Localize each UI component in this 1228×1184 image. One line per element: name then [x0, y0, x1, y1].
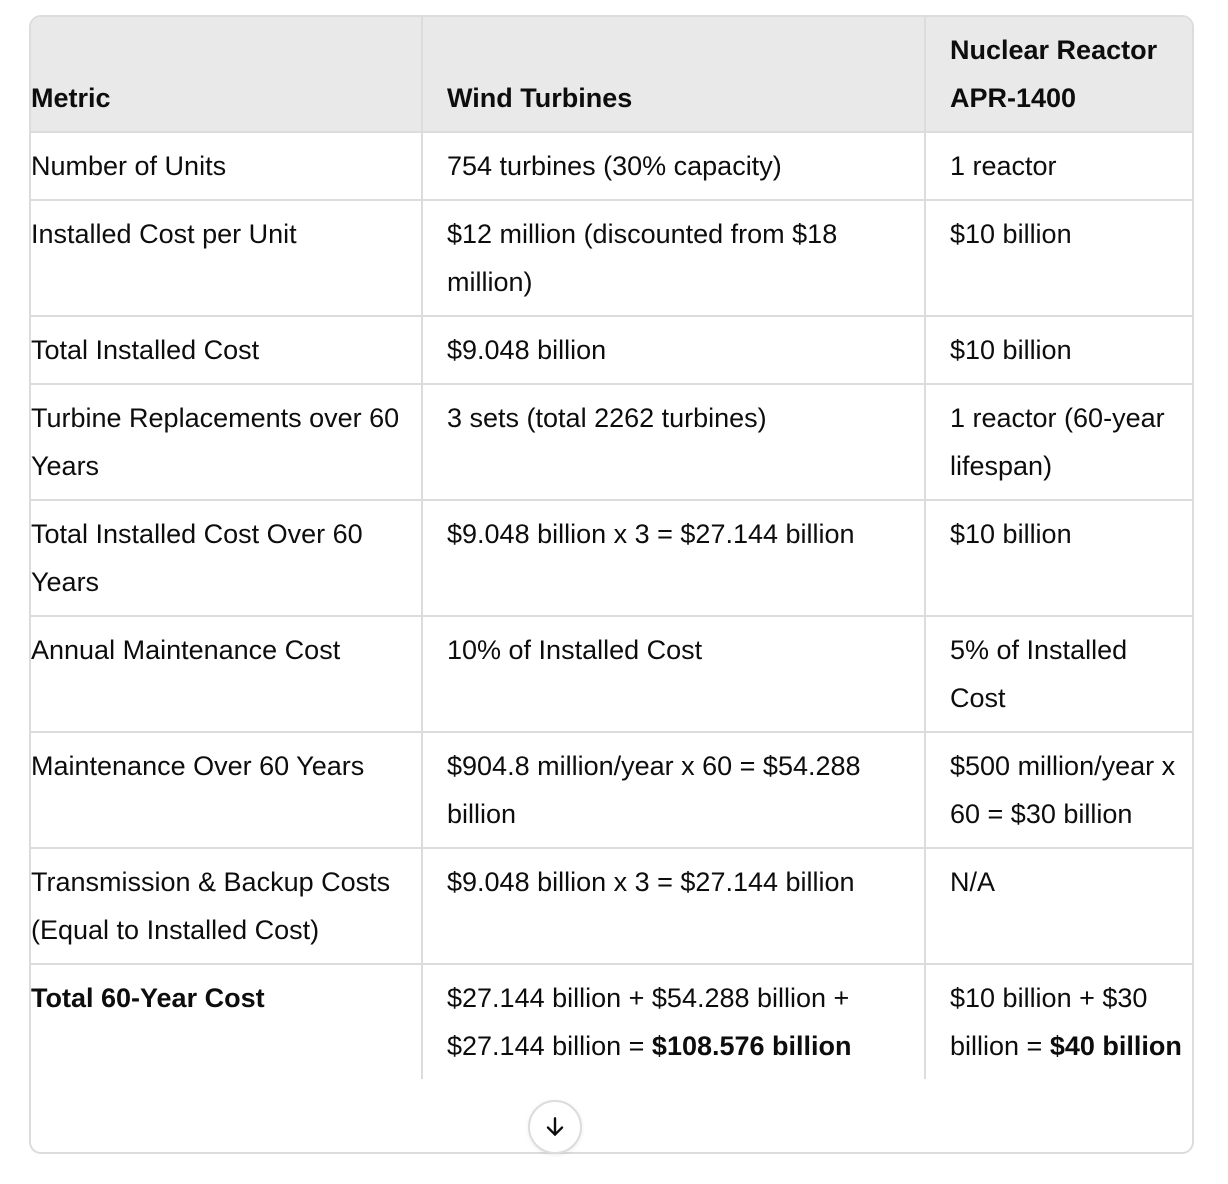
metric-cell: Annual Maintenance Cost: [31, 616, 422, 732]
metric-cell: Installed Cost per Unit: [31, 200, 422, 316]
total-nuclear-value: $40 billion: [1049, 1031, 1182, 1061]
total-nuclear-cell: [925, 964, 1192, 1079]
metric-cell: Number of Units: [31, 132, 422, 200]
nuclear-cell: 1 reactor: [925, 132, 1192, 200]
total-wind-formula: $27.144 billion + $54.288 billion + $27.144 billion =: [447, 983, 850, 1061]
table-row: [31, 616, 1192, 732]
metric-cell: Total Installed Cost Over 60 Years: [31, 500, 422, 616]
total-wind-value: $108.576 billion: [651, 1031, 852, 1061]
header-metric: Metric: [31, 17, 422, 132]
wind-cell: $9.048 billion x 3 = $27.144 billion: [422, 500, 925, 616]
wind-cell: $12 million (discounted from $18 million): [422, 200, 925, 316]
total-metric-cell: Total 60-Year Cost: [31, 964, 422, 1079]
wind-cell: 3 sets (total 2262 turbines): [422, 384, 925, 500]
scroll-to-bottom-button[interactable]: [528, 1100, 582, 1154]
metric-cell: Maintenance Over 60 Years: [31, 732, 422, 848]
wind-cell: 10% of Installed Cost: [422, 616, 925, 732]
metric-cell: Total Installed Cost: [31, 316, 422, 384]
cost-comparison-table: [31, 17, 1192, 1079]
header-nuclear-reactor: Nuclear Reactor APR-1400: [925, 17, 1192, 132]
total-wind-cell: [422, 964, 925, 1079]
wind-cell: $9.048 billion: [422, 316, 925, 384]
table-row: [31, 384, 1192, 500]
wind-cell: $9.048 billion x 3 = $27.144 billion: [422, 848, 925, 964]
nuclear-cell: $10 billion: [925, 500, 1192, 616]
table-header-row: [31, 17, 1192, 132]
nuclear-cell: $10 billion: [925, 316, 1192, 384]
nuclear-cell: N/A: [925, 848, 1192, 964]
arrow-down-icon: [542, 1114, 568, 1140]
wind-cell: 754 turbines (30% capacity): [422, 132, 925, 200]
wind-cell: $904.8 million/year x 60 = $54.288 billion: [422, 732, 925, 848]
total-row: [31, 964, 1192, 1079]
table-row: [31, 848, 1192, 964]
nuclear-cell: 5% of Installed Cost: [925, 616, 1192, 732]
table-row: [31, 132, 1192, 200]
header-wind-turbines: Wind Turbines: [422, 17, 925, 132]
metric-cell: Transmission & Backup Costs (Equal to Installed Cost): [31, 848, 422, 964]
table-row: [31, 200, 1192, 316]
nuclear-cell: 1 reactor (60-year lifespan): [925, 384, 1192, 500]
nuclear-cell: $10 billion: [925, 200, 1192, 316]
table-row: [31, 500, 1192, 616]
nuclear-cell: $500 million/year x 60 = $30 billion: [925, 732, 1192, 848]
table-row: [31, 732, 1192, 848]
total-nuclear-formula: $10 billion + $30 billion =: [950, 983, 1148, 1061]
cost-comparison-table-container: [29, 15, 1194, 1154]
table-row: [31, 316, 1192, 384]
metric-cell: Turbine Replacements over 60 Years: [31, 384, 422, 500]
